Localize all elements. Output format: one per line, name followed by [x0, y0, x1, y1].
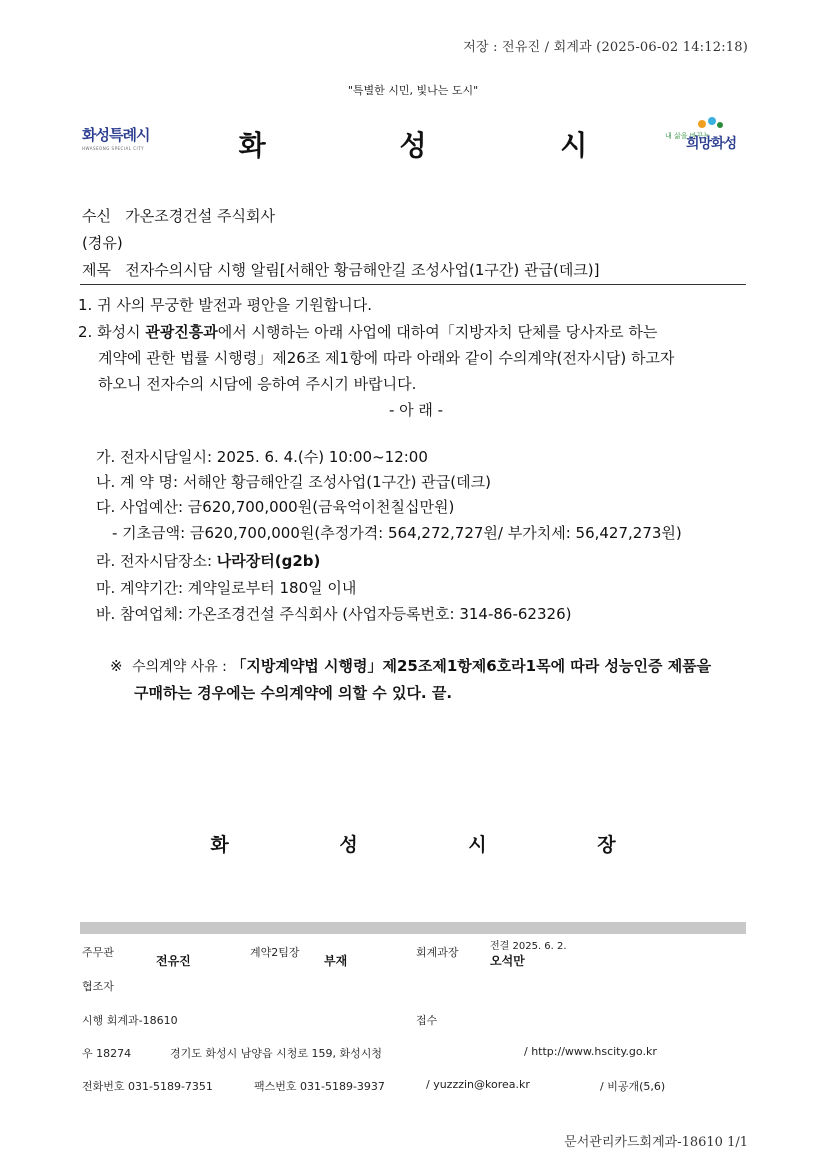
recipient: 가온조경건설 주식회사 [125, 207, 275, 225]
footer-divider-bar [80, 922, 746, 934]
paragraph-1: 1. 귀 사의 무궁한 발전과 평안을 기원합니다. [78, 296, 373, 314]
cooperator-label: 협조자 [82, 980, 114, 993]
logo-right-text: 희망화성 [686, 136, 737, 152]
item-budget: 다. 사업예산: 금620,700,000원(금육억이천칠십만원) [96, 498, 455, 516]
subject-line [82, 259, 600, 280]
receipt-label: 접수 [416, 1014, 438, 1027]
note-line-1 [110, 655, 711, 676]
logo-left-text: 화성특례시 [82, 126, 150, 144]
hope-hwaseong-logo [662, 120, 746, 154]
name-team-leader: 부재 [324, 954, 348, 968]
enforcement-number: 시행 회계과-18610 [82, 1014, 178, 1027]
dept-name: 관광진흥과 [145, 323, 218, 341]
issuer-title: 화 성 시 [238, 129, 650, 162]
below-marker: - 아 래 - [388, 401, 444, 419]
fax-number: 팩스번호 031-5189-3937 [254, 1080, 385, 1093]
item-base-amount: - 기초금액: 금620,700,000원(추정가격: 564,272,727원/ 부가치세: 56,427,273원) [112, 524, 682, 542]
recipient-label: 수신 [82, 207, 111, 225]
p2-prefix: 2. 화성시 [78, 323, 146, 341]
role-officer: 주무관 [82, 946, 114, 959]
item-contract-name: 나. 계 약 명: 서해안 황금해안길 조성사업(1구간) 관급(데크) [96, 473, 491, 491]
note-text-1: 「지방계약법 시행령」제25조제1항제6호라1목에 따라 성능인증 제품을 [231, 657, 712, 675]
postal-code: 우 18274 [82, 1047, 132, 1060]
document-card-number: 문서관리카드회계과-18610 1/1 [564, 1135, 748, 1150]
paragraph-2-line-2: 계약에 관한 법률 시행령」제26조 제1항에 따라 아래와 같이 수의계약(전자시담) 하고자 [98, 349, 675, 367]
p2-line1-rest: 에서 시행하는 아래 사업에 대하여「지방자치 단체를 당사자로 하는 [217, 323, 658, 341]
paragraph-2-line-3: 하오니 전자수의 시담에 응하여 주시기 바랍니다. [98, 375, 417, 393]
item-participant: 바. 참여업체: 가온조경건설 주식회사 (사업자등록번호: 314-86-62326) [96, 605, 572, 623]
storage-meta: 저장 : 전유진 / 회계과 (2025-06-02 14:12:18) [463, 40, 748, 55]
email-address: / yuzzzin@korea.kr [426, 1078, 530, 1091]
logo-spark-icon [717, 122, 723, 128]
venue-value: 나라장터(g2b) [216, 552, 321, 570]
website-url: / http://www.hscity.go.kr [524, 1045, 657, 1058]
note-line-2: 구매하는 경우에는 수의계약에 의할 수 있다. 끝. [134, 684, 453, 702]
item-period: 마. 계약기간: 계약일로부터 180일 이내 [96, 579, 357, 597]
approval-date: 전결 2025. 6. 2. [490, 941, 567, 952]
subject-label: 제목 [82, 261, 111, 279]
header-divider [80, 284, 746, 285]
office-address: 경기도 화성시 남양읍 시청로 159, 화성시청 [170, 1047, 382, 1060]
city-slogan: "특별한 시민, 빛나는 도시" [347, 84, 479, 97]
via-line: (경유) [82, 234, 123, 252]
note-label: 수의계약 사유 : [132, 659, 232, 675]
name-dept-head: 오석만 [490, 954, 525, 968]
logo-right-sub: 내 삶을 바꾸는 [665, 132, 711, 140]
paragraph-2-line-1 [78, 320, 657, 345]
logo-left-sub: HWASEONG SPECIAL CITY [82, 146, 145, 151]
logo-spark-icon [708, 117, 716, 125]
venue-label: 라. 전자시담장소: [96, 552, 217, 570]
subject: 전자수의시담 시행 알림[서해안 황금해안길 조성사업(1구간) 관급(데크)] [125, 261, 600, 279]
closing-signature: 화 성 시 장 [210, 834, 668, 856]
role-dept-head: 회계과장 [416, 946, 459, 959]
recipient-line [82, 205, 275, 226]
note-mark: ※ [110, 657, 123, 675]
name-officer: 전유진 [156, 954, 191, 968]
item-venue [96, 550, 320, 571]
disclosure-status: / 비공개(5,6) [600, 1080, 666, 1093]
item-datetime: 가. 전자시담일시: 2025. 6. 4.(수) 10:00~12:00 [96, 448, 428, 466]
phone-number: 전화번호 031-5189-7351 [82, 1080, 213, 1093]
logo-spark-icon [698, 120, 706, 128]
role-team-leader: 계약2팀장 [250, 946, 300, 959]
